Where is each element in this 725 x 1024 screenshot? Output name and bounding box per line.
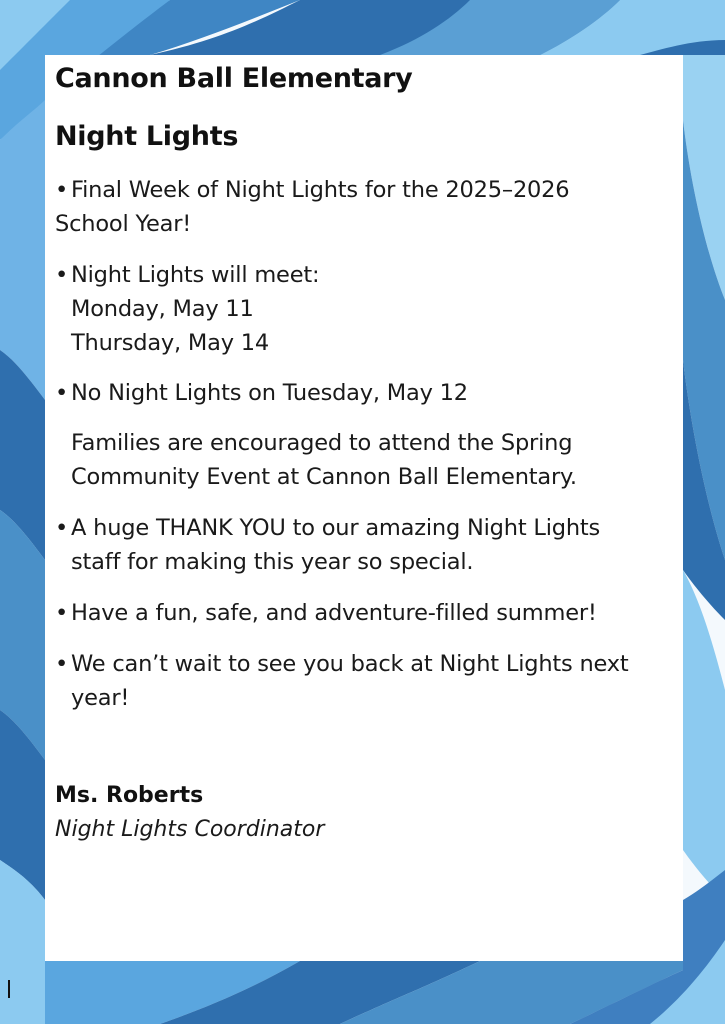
bullet: • [55, 651, 69, 677]
item-line: Monday, May 11 [71, 296, 254, 322]
bullet: • [55, 177, 69, 203]
bullet: • [55, 515, 69, 541]
item-line: year! [71, 685, 130, 711]
item-line: A huge THANK YOU to our amazing Night Lights [71, 515, 601, 541]
list-item [55, 647, 665, 715]
list-item [55, 596, 665, 630]
list-item [55, 258, 665, 360]
item-line: Final Week of Night Lights for the 2025–2026 [71, 177, 570, 203]
bullet: • [55, 262, 69, 288]
item-line: School Year! [55, 211, 192, 237]
list-item [55, 173, 665, 241]
list-item [55, 426, 665, 494]
item-line: Have a fun, safe, and adventure-filled summer! [71, 600, 597, 626]
bullet: • [55, 600, 69, 626]
bullet: • [55, 380, 69, 406]
signature-name: Ms. Roberts [55, 783, 204, 808]
item-line: We can’t wait to see you back at Night Lights next [71, 651, 629, 677]
page-edge-mark [8, 980, 10, 998]
school-name: Cannon Ball Elementary [55, 63, 413, 94]
item-line: Families are encouraged to attend the Spring [71, 430, 573, 456]
list-item [55, 511, 665, 579]
item-line: Night Lights will meet: [71, 262, 320, 288]
item-line: No Night Lights on Tuesday, May 12 [71, 380, 468, 406]
signature-role: Night Lights Coordinator [55, 817, 325, 842]
notice-card [45, 55, 683, 961]
item-line: Community Event at Cannon Ball Elementary. [71, 464, 577, 490]
item-line: Thursday, May 14 [71, 330, 270, 356]
list-item [55, 376, 665, 410]
item-line: staff for making this year so special. [71, 549, 474, 575]
program-title: Night Lights [55, 121, 239, 152]
